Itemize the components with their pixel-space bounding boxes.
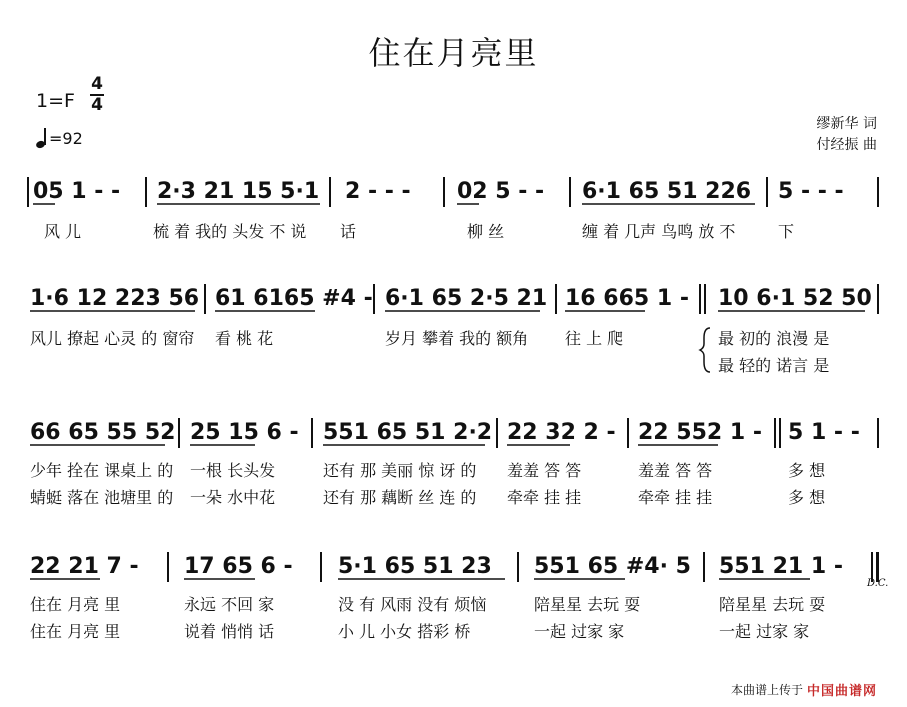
measure: 2 - - -: [345, 179, 411, 204]
lyric: 说着 悄悄 话: [184, 622, 275, 641]
measure: 02 5 - -: [457, 179, 545, 204]
score-row-4: [0, 550, 907, 700]
measure: 17 65 6 -: [184, 554, 293, 579]
lyric: 柳 丝: [467, 222, 505, 241]
lyric: 往 上 爬: [565, 329, 624, 348]
measure: 22 552 1 -: [638, 420, 762, 445]
lyric: 羞羞 答 答: [507, 461, 582, 480]
lyric: 看 桃 花: [215, 329, 274, 348]
lyric: 牵牵 挂 挂: [638, 488, 713, 507]
lyric: 还有 那 藕断 丝 连 的: [323, 488, 477, 507]
lyric: 永远 不回 家: [184, 595, 275, 614]
lyric: 没 有 风雨 没有 烦恼: [338, 595, 487, 614]
lyric: 羞羞 答 答: [638, 461, 713, 480]
lyric: 话: [340, 222, 357, 241]
lyric: 少年 拴在 课桌上 的: [30, 461, 174, 480]
meter-top: 4: [91, 74, 103, 94]
da-capo-mark: D.C.: [867, 578, 889, 589]
measure: 16 665 1 -: [565, 286, 689, 311]
quarter-note-icon: [36, 128, 46, 148]
lyric: 风儿 撩起 心灵 的 窗帘: [30, 329, 195, 348]
lyric: 多 想: [788, 461, 826, 480]
tempo-value: =92: [49, 128, 83, 148]
key-signature: 1=F: [36, 90, 75, 112]
lyric: 牵牵 挂 挂: [507, 488, 582, 507]
measure: 10 6·1 52 50: [718, 286, 872, 311]
score-row-3: [0, 416, 907, 566]
lyric: 住在 月亮 里: [30, 622, 121, 641]
measure: 551 65 51 2·2: [323, 420, 493, 445]
measure: 61 6165 #4 -: [215, 286, 373, 311]
lyric: 一根 长头发: [190, 461, 276, 480]
lyric: 蜻蜓 落在 池塘里 的: [30, 488, 174, 507]
lyric: 最 轻的 诺言 是: [718, 356, 830, 375]
meter-bottom: 4: [91, 95, 103, 115]
time-signature: [88, 75, 106, 115]
composer-credit: 付经振 曲: [816, 137, 877, 153]
measure: 5 - - -: [778, 179, 844, 204]
site-logo[interactable]: 中国曲谱网: [806, 684, 877, 699]
lyric: 风 儿: [44, 222, 82, 241]
measure: 6·1 65 2·5 21: [385, 286, 548, 311]
lyric: 陪星星 去玩 耍: [534, 595, 641, 614]
lyric: 岁月 攀着 我的 额角: [385, 329, 529, 348]
lyric: 小 儿 小女 搭彩 桥: [338, 622, 471, 641]
measure: 66 65 55 52: [30, 420, 176, 445]
score-row-2: [0, 282, 907, 432]
lyric: 梳 着 我的 头发 不 说: [153, 222, 307, 241]
lyric: 陪星星 去玩 耍: [719, 595, 826, 614]
lyric: 一起 过家 家: [719, 622, 810, 641]
score-title: 住在月亮里: [368, 34, 539, 72]
measure: 05 1 - -: [33, 179, 121, 204]
lyric: 一起 过家 家: [534, 622, 625, 641]
measure: 551 21 1 -: [719, 554, 843, 579]
lyric: 最 初的 浪漫 是: [718, 329, 830, 348]
measure: 1·6 12 223 56: [30, 286, 200, 311]
lyric: 多 想: [788, 488, 826, 507]
lyricist-credit: 缪新华 词: [816, 116, 877, 132]
lyric: 住在 月亮 里: [30, 595, 121, 614]
measure: 5·1 65 51 23: [338, 554, 492, 579]
lyric: 缠 着 几声 鸟鸣 放 不: [582, 222, 736, 241]
footer: [731, 680, 877, 699]
measure: 2·3 21 15 5·1: [157, 179, 320, 204]
tempo-marking: [36, 128, 83, 148]
measure: 25 15 6 -: [190, 420, 299, 445]
measure: 551 65 #4· 5: [534, 554, 691, 579]
lyric: 一朵 水中花: [190, 488, 276, 507]
measure: 22 32 2 -: [507, 420, 616, 445]
measure: 6·1 65 51 226: [582, 179, 752, 204]
measure: 5 1 - -: [788, 420, 860, 445]
measure: 22 21 7 -: [30, 554, 139, 579]
lyric: 还有 那 美丽 惊 讶 的: [323, 461, 477, 480]
lyric: 下: [778, 222, 795, 241]
footer-text: 本曲谱上传于: [730, 683, 803, 697]
